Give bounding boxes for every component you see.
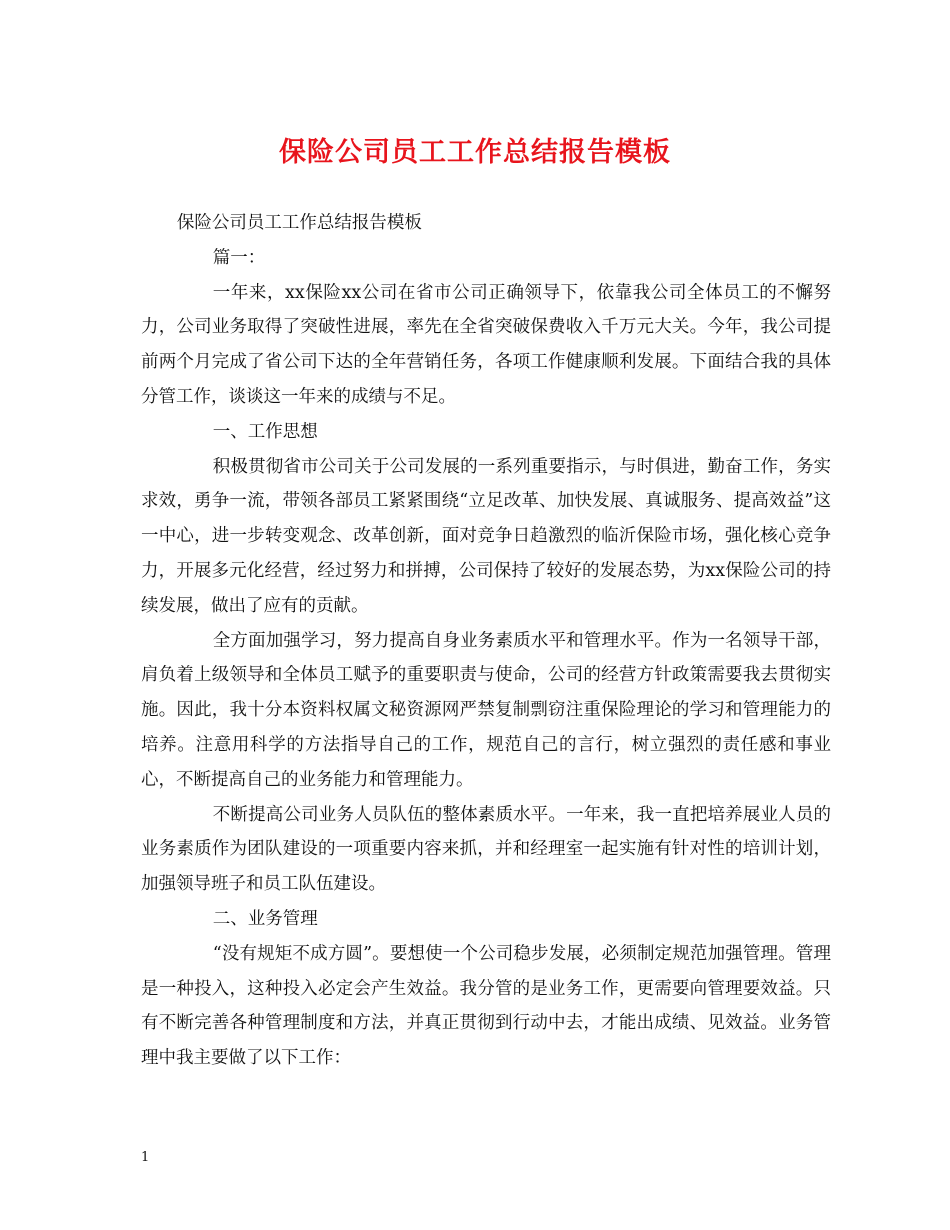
body-paragraph: 积极贯彻省市公司关于公司发展的一系列重要指示，与时俱进，勤奋工作，务实求效，勇争一流，带领各部员工紧紧围绕“立足改革、加快发展、真诚服务、提高效益”这一中心，进一步转变观念、改革创新，面对竞争日趋激烈的临沂保险市场，强化核心竞争力，开展多元化经营，经过努力和拼搏，公司保持了较好的发展态势，为xx保险公司的持续发展，做出了应有的贡献。 (141, 456, 831, 616)
body-paragraph: 不断提高公司业务人员队伍的整体素质水平。一年来，我一直把培养展业人员的业务素质作为团队建设的一项重要内容来抓，并和经理室一起实施有针对性的培训计划，加强领导班子和员工队伍建设。 (141, 804, 831, 895)
subtitle-paragraph: 保险公司员工工作总结报告模板 (176, 213, 422, 233)
section-label-paragraph: 篇一： (212, 247, 266, 268)
heading-paragraph: 二、业务管理 (212, 908, 318, 929)
heading-paragraph: 一、工作思想 (212, 421, 318, 442)
body-paragraph: 一年来，xx保险xx公司在省市公司正确领导下，依靠我公司全体员工的不懈努力，公司业务取得了突破性进展，率先在全省突破保费收入千万元大关。今年，我公司提前两个月完成了省公司下达的全年营销任务，各项工作健康顺利发展。下面结合我的具体分管工作，谈谈这一年来的成绩与不足。 (141, 282, 831, 407)
page-number: 1 (141, 1150, 150, 1165)
body-paragraph: 全方面加强学习，努力提高自身业务素质水平和管理水平。作为一名领导干部，肩负着上级领导和全体员工赋予的重要职责与使命，公司的经营方针政策需要我去贯彻实施。因此，我十分本资料权属文秘资源网严禁复制剽窃注重保险理论的学习和管理能力的培养。注意用科学的方法指导自己的工作，规范自己的言行，树立强烈的责任感和事业心，不断提高自己的业务能力和管理能力。 (141, 630, 831, 790)
document-title: 保险公司员工工作总结报告模板 (279, 137, 671, 168)
body-paragraph: “没有规矩不成方圆”。要想使一个公司稳步发展，必须制定规范加强管理。管理是一种投入，这种投入必定会产生效益。我分管的是业务工作，更需要向管理要效益。只有不断完善各种管理制度和方法，并真正贯彻到行动中去，才能出成绩、见效益。业务管理中我主要做了以下工作： (141, 943, 831, 1069)
document-body (141, 206, 831, 1076)
